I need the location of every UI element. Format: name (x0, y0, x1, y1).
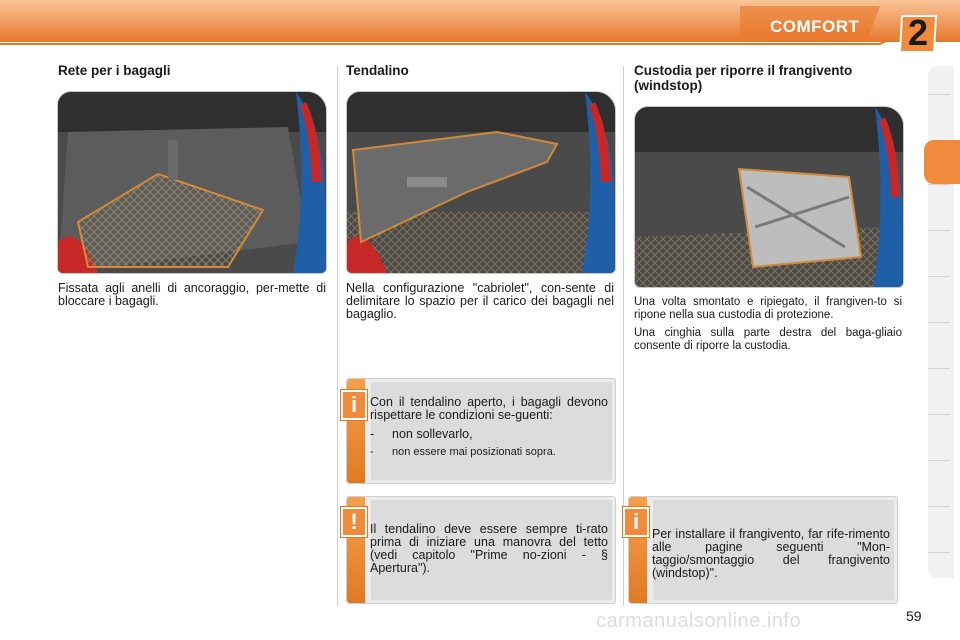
info-icon: i (341, 390, 367, 420)
page-header (0, 0, 960, 53)
condition-text: non essere mai posizionati sopra. (392, 446, 556, 458)
warning-note-text: Il tendalino deve essere sempre ti-rato prima di iniziare una manovra del tetto (vedi capitolo "Prime no-zioni - § Apertura"). (370, 522, 608, 575)
luggage-net-photo (57, 91, 327, 274)
luggage-net-description: Fissata agli anelli di ancoraggio, per-mette di bloccare i bagagli. (58, 281, 326, 308)
windstop-bag-photo (634, 106, 904, 288)
luggage-net-illustration (58, 92, 326, 273)
section-title-windstop-bag: Custodia per riporre il frangivento (windstop) (634, 63, 853, 93)
list-dash: - (370, 446, 374, 458)
section-title-luggage-net: Rete per i bagagli (58, 63, 171, 78)
info-note-intro: Con il tendalino aperto, i bagagli devono rispettare le condizioni se-guenti: (370, 395, 608, 422)
warning-icon: ! (341, 507, 367, 537)
chapter-number-badge (896, 12, 940, 54)
column-divider (337, 66, 338, 606)
tab-divider (928, 460, 950, 461)
chapter-number: 2 (907, 12, 929, 53)
tab-divider (928, 230, 950, 231)
tab-divider (928, 368, 950, 369)
info-note-windstop-text: Per installare il frangivento, far rife-rimento alle pagine seguenti "Mon-taggio/smontaggio del frangivento (windstop)". (652, 527, 890, 580)
condition-item (370, 428, 608, 441)
tab-divider (928, 94, 950, 95)
condition-item (370, 446, 608, 459)
tab-divider (928, 506, 950, 507)
windstop-paragraph: Una volta smontato e ripiegato, il frangiven-to si ripone nella sua custodia di protezione. (634, 296, 902, 321)
condition-text: non sollevarlo, (392, 427, 473, 441)
tab-divider (928, 276, 950, 277)
info-note-text (370, 396, 608, 464)
tab-divider (928, 414, 950, 415)
tab-divider (928, 184, 950, 185)
windstop-bag-illustration (635, 107, 903, 287)
list-dash: - (370, 427, 375, 441)
tab-divider (928, 322, 950, 323)
section-title-trunk-cover: Tendalino (346, 63, 409, 78)
trunk-cover-illustration (347, 92, 615, 273)
watermark: carmanualsonline.info (596, 610, 802, 632)
info-icon: i (623, 507, 649, 537)
page-number: 59 (906, 608, 922, 624)
trunk-cover-photo (346, 91, 616, 274)
windstop-bag-description (634, 296, 902, 358)
active-chapter-tab[interactable] (924, 140, 960, 184)
windstop-paragraph: Una cinghia sulla parte destra del baga-gliaio consente di riporre la custodia. (634, 327, 902, 352)
trunk-cover-description: Nella configurazione "cabriolet", con-sente di delimitare lo spazio per il carico dei bagagli nel bagaglio. (346, 281, 614, 321)
tab-divider (928, 552, 950, 553)
chapter-title: COMFORT (770, 17, 860, 36)
